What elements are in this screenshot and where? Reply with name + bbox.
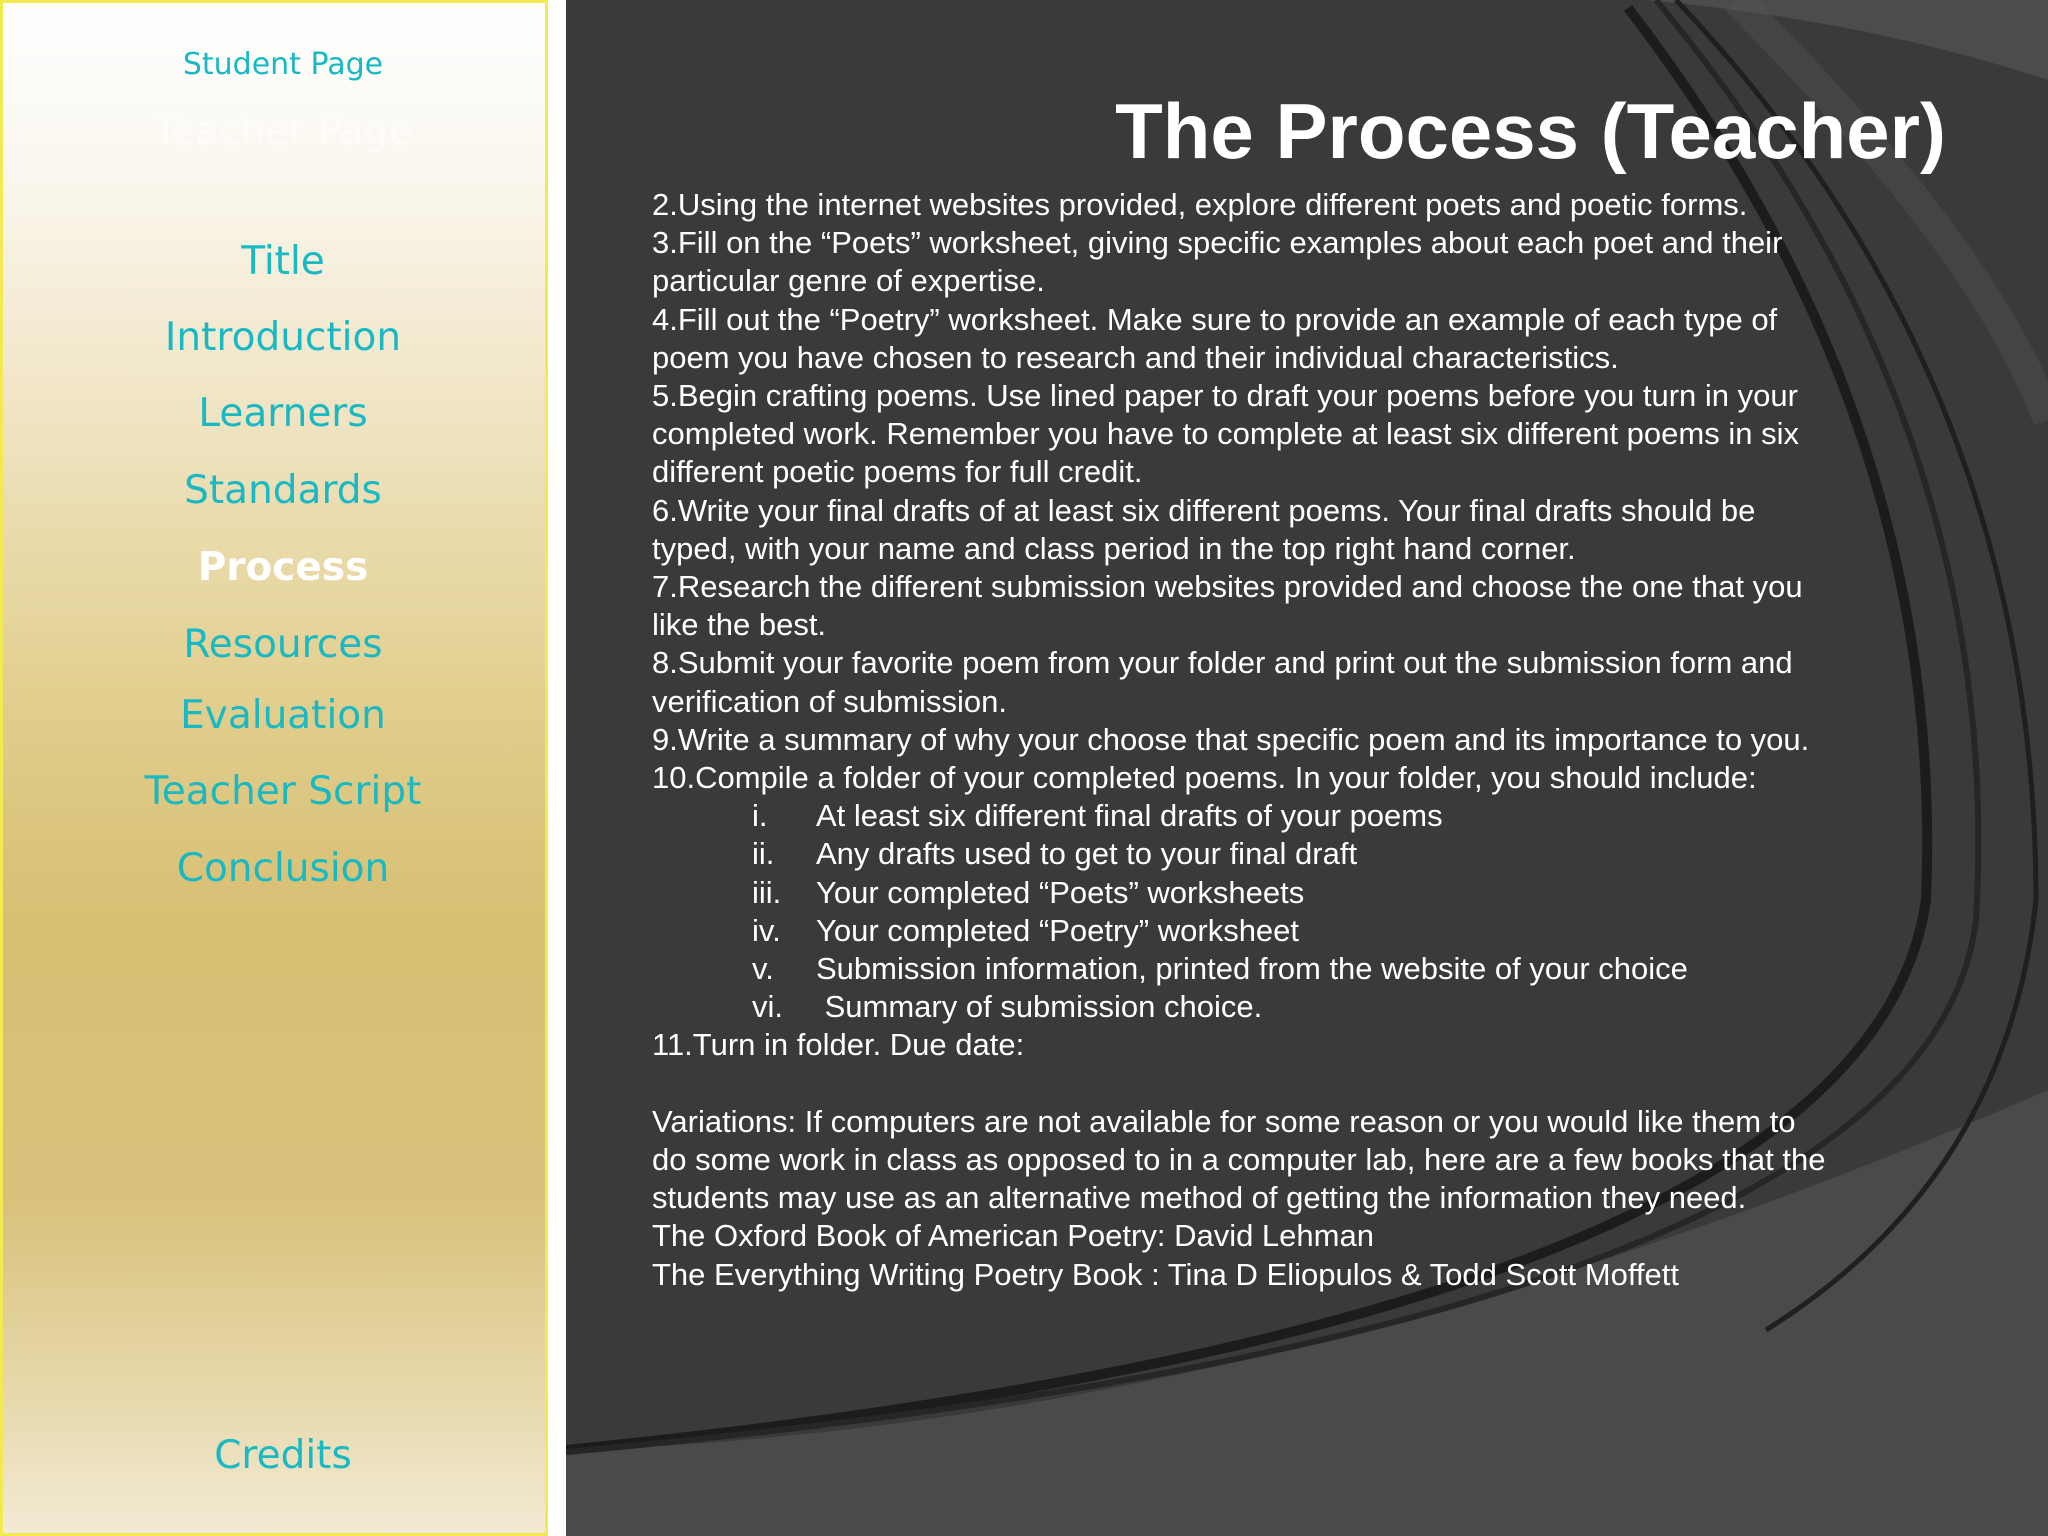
variations-line: students may use as an alternative method of getting the information they need. xyxy=(652,1180,1747,1216)
nav-standards-link[interactable]: Standards xyxy=(184,468,382,513)
list-item-text: At least six different final drafts of your poems xyxy=(816,798,1443,834)
nav-evaluation-link[interactable]: Evaluation xyxy=(180,693,386,738)
content-panel xyxy=(566,0,2048,1536)
variations-line: do some work in class as opposed to in a computer lab, here are a few books that the xyxy=(652,1142,1826,1178)
step-line: particular genre of expertise. xyxy=(652,263,1045,299)
list-item-number: vi. xyxy=(752,989,783,1025)
step-line: 8.Submit your favorite poem from your folder and print out the submission form and xyxy=(652,645,1793,681)
list-item xyxy=(752,835,2032,873)
list-item-text: Your completed “Poetry” worksheet xyxy=(816,912,1300,948)
list-item-number: iii. xyxy=(752,874,782,910)
list-item-number: v. xyxy=(752,951,774,987)
folder-contents-list xyxy=(652,797,2032,1026)
step-line: 10.Compile a folder of your completed poems. In your folder, you should include: xyxy=(652,760,1757,796)
nav-teacher-script-link[interactable]: Teacher Script xyxy=(144,769,422,814)
nav-resources-link[interactable]: Resources xyxy=(183,622,383,667)
nav-credits-link[interactable]: Credits xyxy=(214,1433,352,1478)
page-title: The Process (Teacher) xyxy=(1115,87,1946,175)
step-line: 2.Using the internet websites provided, explore different poets and poetic forms. xyxy=(652,187,1748,222)
list-item xyxy=(752,950,2032,988)
list-item-text: Submission information, printed from the website of your choice xyxy=(816,951,1688,987)
divider-strip xyxy=(548,0,566,1536)
step-line: 4.Fill out the “Poetry” worksheet. Make sure to provide an example of each type of xyxy=(652,301,1778,337)
step-line: like the best. xyxy=(652,607,827,643)
sidebar-nav xyxy=(0,0,548,1536)
step-line: poem you have chosen to research and their individual characteristics. xyxy=(652,339,1619,375)
nav-learners-link[interactable]: Learners xyxy=(198,391,368,436)
nav-process-link[interactable]: Process xyxy=(197,545,369,590)
step-line: typed, with your name and class period in the top right hand corner. xyxy=(652,530,1576,566)
list-item-number: i. xyxy=(752,798,768,834)
list-item-number: ii. xyxy=(752,836,775,872)
list-item-number: iv. xyxy=(752,912,781,948)
list-item-text: Your completed “Poets” worksheets xyxy=(816,874,1305,910)
step-line: completed work. Remember you have to complete at least six different poems in six xyxy=(652,416,1799,452)
step-line: 5.Begin crafting poems. Use lined paper to draft your poems before you turn in your xyxy=(652,378,1798,414)
book-reference: The Oxford Book of American Poetry: David Lehman xyxy=(652,1218,1374,1254)
step-line: 11.Turn in folder. Due date: xyxy=(652,1027,1025,1063)
list-item xyxy=(752,912,2032,950)
variations-line: Variations: If computers are not available for some reason or you would like them to xyxy=(652,1103,1796,1139)
step-line: different poetic poems for full credit. xyxy=(652,454,1143,490)
step-line: 9.Write a summary of why your choose that specific poem and its importance to you. xyxy=(652,721,1810,757)
list-item xyxy=(752,874,2032,912)
list-item-text: Summary of submission choice. xyxy=(816,989,1263,1025)
step-line: 6.Write your final drafts of at least six different poems. Your final drafts should be xyxy=(652,492,1756,528)
list-item xyxy=(752,797,2032,835)
nav-teacher-page-link[interactable]: Teacher Page xyxy=(153,109,413,154)
nav-conclusion-link[interactable]: Conclusion xyxy=(176,846,390,891)
list-item-text: Any drafts used to get to your final draft xyxy=(816,836,1358,872)
step-line: 3.Fill on the “Poets” worksheet, giving specific examples about each poet and their xyxy=(652,225,1783,261)
nav-title-link[interactable]: Title xyxy=(241,239,325,284)
nav-introduction-link[interactable]: Introduction xyxy=(164,315,402,360)
nav-student-page-link[interactable]: Student Page xyxy=(182,47,384,82)
step-line: verification of submission. xyxy=(652,683,1007,719)
step-line: 7.Research the different submission websites provided and choose the one that you xyxy=(652,569,1803,605)
list-item xyxy=(752,988,2032,1026)
book-reference: The Everything Writing Poetry Book : Tina D Eliopulos & Todd Scott Moffett xyxy=(652,1256,1679,1292)
spacer xyxy=(652,1065,2032,1103)
process-steps xyxy=(652,186,2032,1294)
